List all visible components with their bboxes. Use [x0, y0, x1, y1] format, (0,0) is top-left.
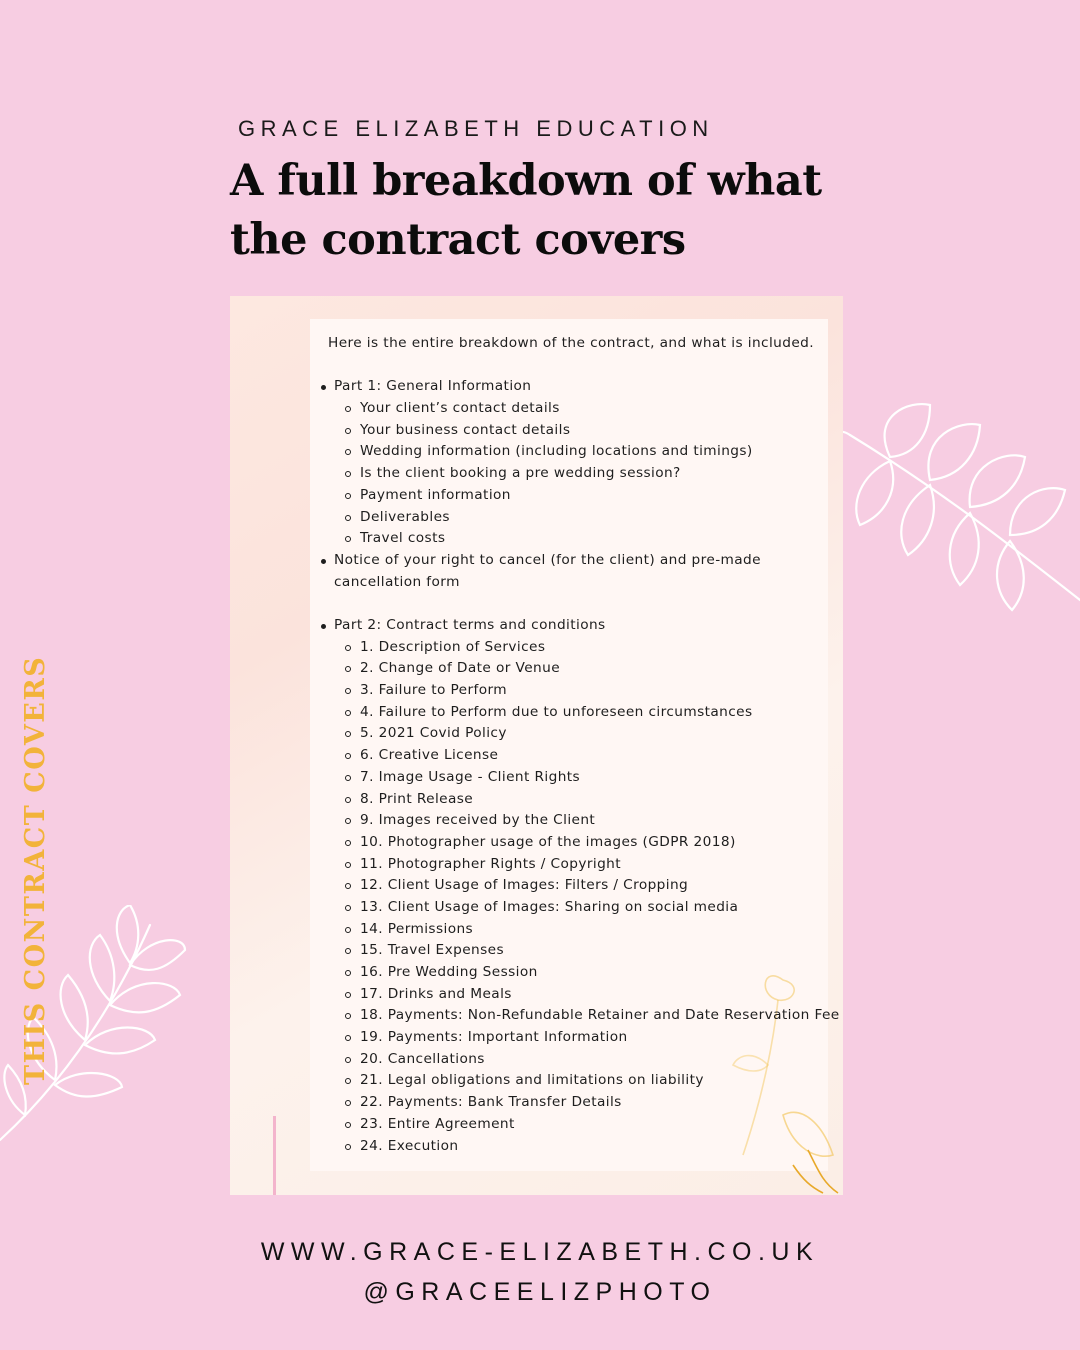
list-item: 21. Legal obligations and limitations on liability — [308, 1070, 848, 1092]
list-item: 18. Payments: Non-Refundable Retainer and Date Reservation Fee — [308, 1005, 848, 1027]
social-handle: @GRACEELIZPHOTO — [363, 1278, 717, 1306]
list-item: 3. Failure to Perform — [308, 680, 848, 702]
part-2-heading: Part 2: Contract terms and conditions — [308, 615, 848, 637]
list-item: Deliverables — [308, 507, 848, 529]
list-item: 12. Client Usage of Images: Filters / Cropping — [308, 875, 848, 897]
divider — [273, 1116, 276, 1195]
leaf-right-icon — [830, 395, 1080, 635]
part-1-heading: Part 1: General Information — [308, 376, 848, 398]
part-1-list — [308, 398, 848, 550]
side-label: THIS CONTRACT COVERS — [20, 655, 51, 1085]
list-item: 14. Permissions — [308, 919, 848, 941]
page-title: A full breakdown of what the contract covers — [230, 156, 822, 265]
list-item: 17. Drinks and Meals — [308, 984, 848, 1006]
list-item: 5. 2021 Covid Policy — [308, 723, 848, 745]
list-item: 23. Entire Agreement — [308, 1114, 848, 1136]
list-item: 24. Execution — [308, 1136, 848, 1158]
list-item: 16. Pre Wedding Session — [308, 962, 848, 984]
list-item: Wedding information (including locations and timings) — [308, 441, 848, 463]
list-item: Payment information — [308, 485, 848, 507]
list-item: 9. Images received by the Client — [308, 810, 848, 832]
list-item: 15. Travel Expenses — [308, 940, 848, 962]
list-item: 13. Client Usage of Images: Sharing on social media — [308, 897, 848, 919]
list-item: 7. Image Usage - Client Rights — [308, 767, 848, 789]
list-item: Is the client booking a pre wedding session? — [308, 463, 848, 485]
list-item: 22. Payments: Bank Transfer Details — [308, 1092, 848, 1114]
list-item: 4. Failure to Perform due to unforeseen circumstances — [308, 702, 848, 724]
list-item: 10. Photographer usage of the images (GDPR 2018) — [308, 832, 848, 854]
list-item: 20. Cancellations — [308, 1049, 848, 1071]
website-url: WWW.GRACE-ELIZABETH.CO.UK — [260, 1238, 820, 1266]
intro-text: Here is the entire breakdown of the contract, and what is included. — [328, 335, 815, 351]
part-2-list — [308, 637, 848, 1158]
list-item: Travel costs — [308, 528, 848, 550]
list-item: Your client’s contact details — [308, 398, 848, 420]
brand-name: GRACE ELIZABETH EDUCATION — [238, 116, 714, 141]
contract-breakdown — [308, 333, 848, 1157]
notice-item: Notice of your right to cancel (for the client) and pre-made cancellation form — [308, 550, 774, 593]
list-item: 6. Creative License — [308, 745, 848, 767]
list-item: 11. Photographer Rights / Copyright — [308, 854, 848, 876]
list-item: 1. Description of Services — [308, 637, 848, 659]
list-item: Your business contact details — [308, 420, 848, 442]
list-item: 19. Payments: Important Information — [308, 1027, 848, 1049]
list-item: 8. Print Release — [308, 789, 848, 811]
list-item: 2. Change of Date or Venue — [308, 658, 848, 680]
